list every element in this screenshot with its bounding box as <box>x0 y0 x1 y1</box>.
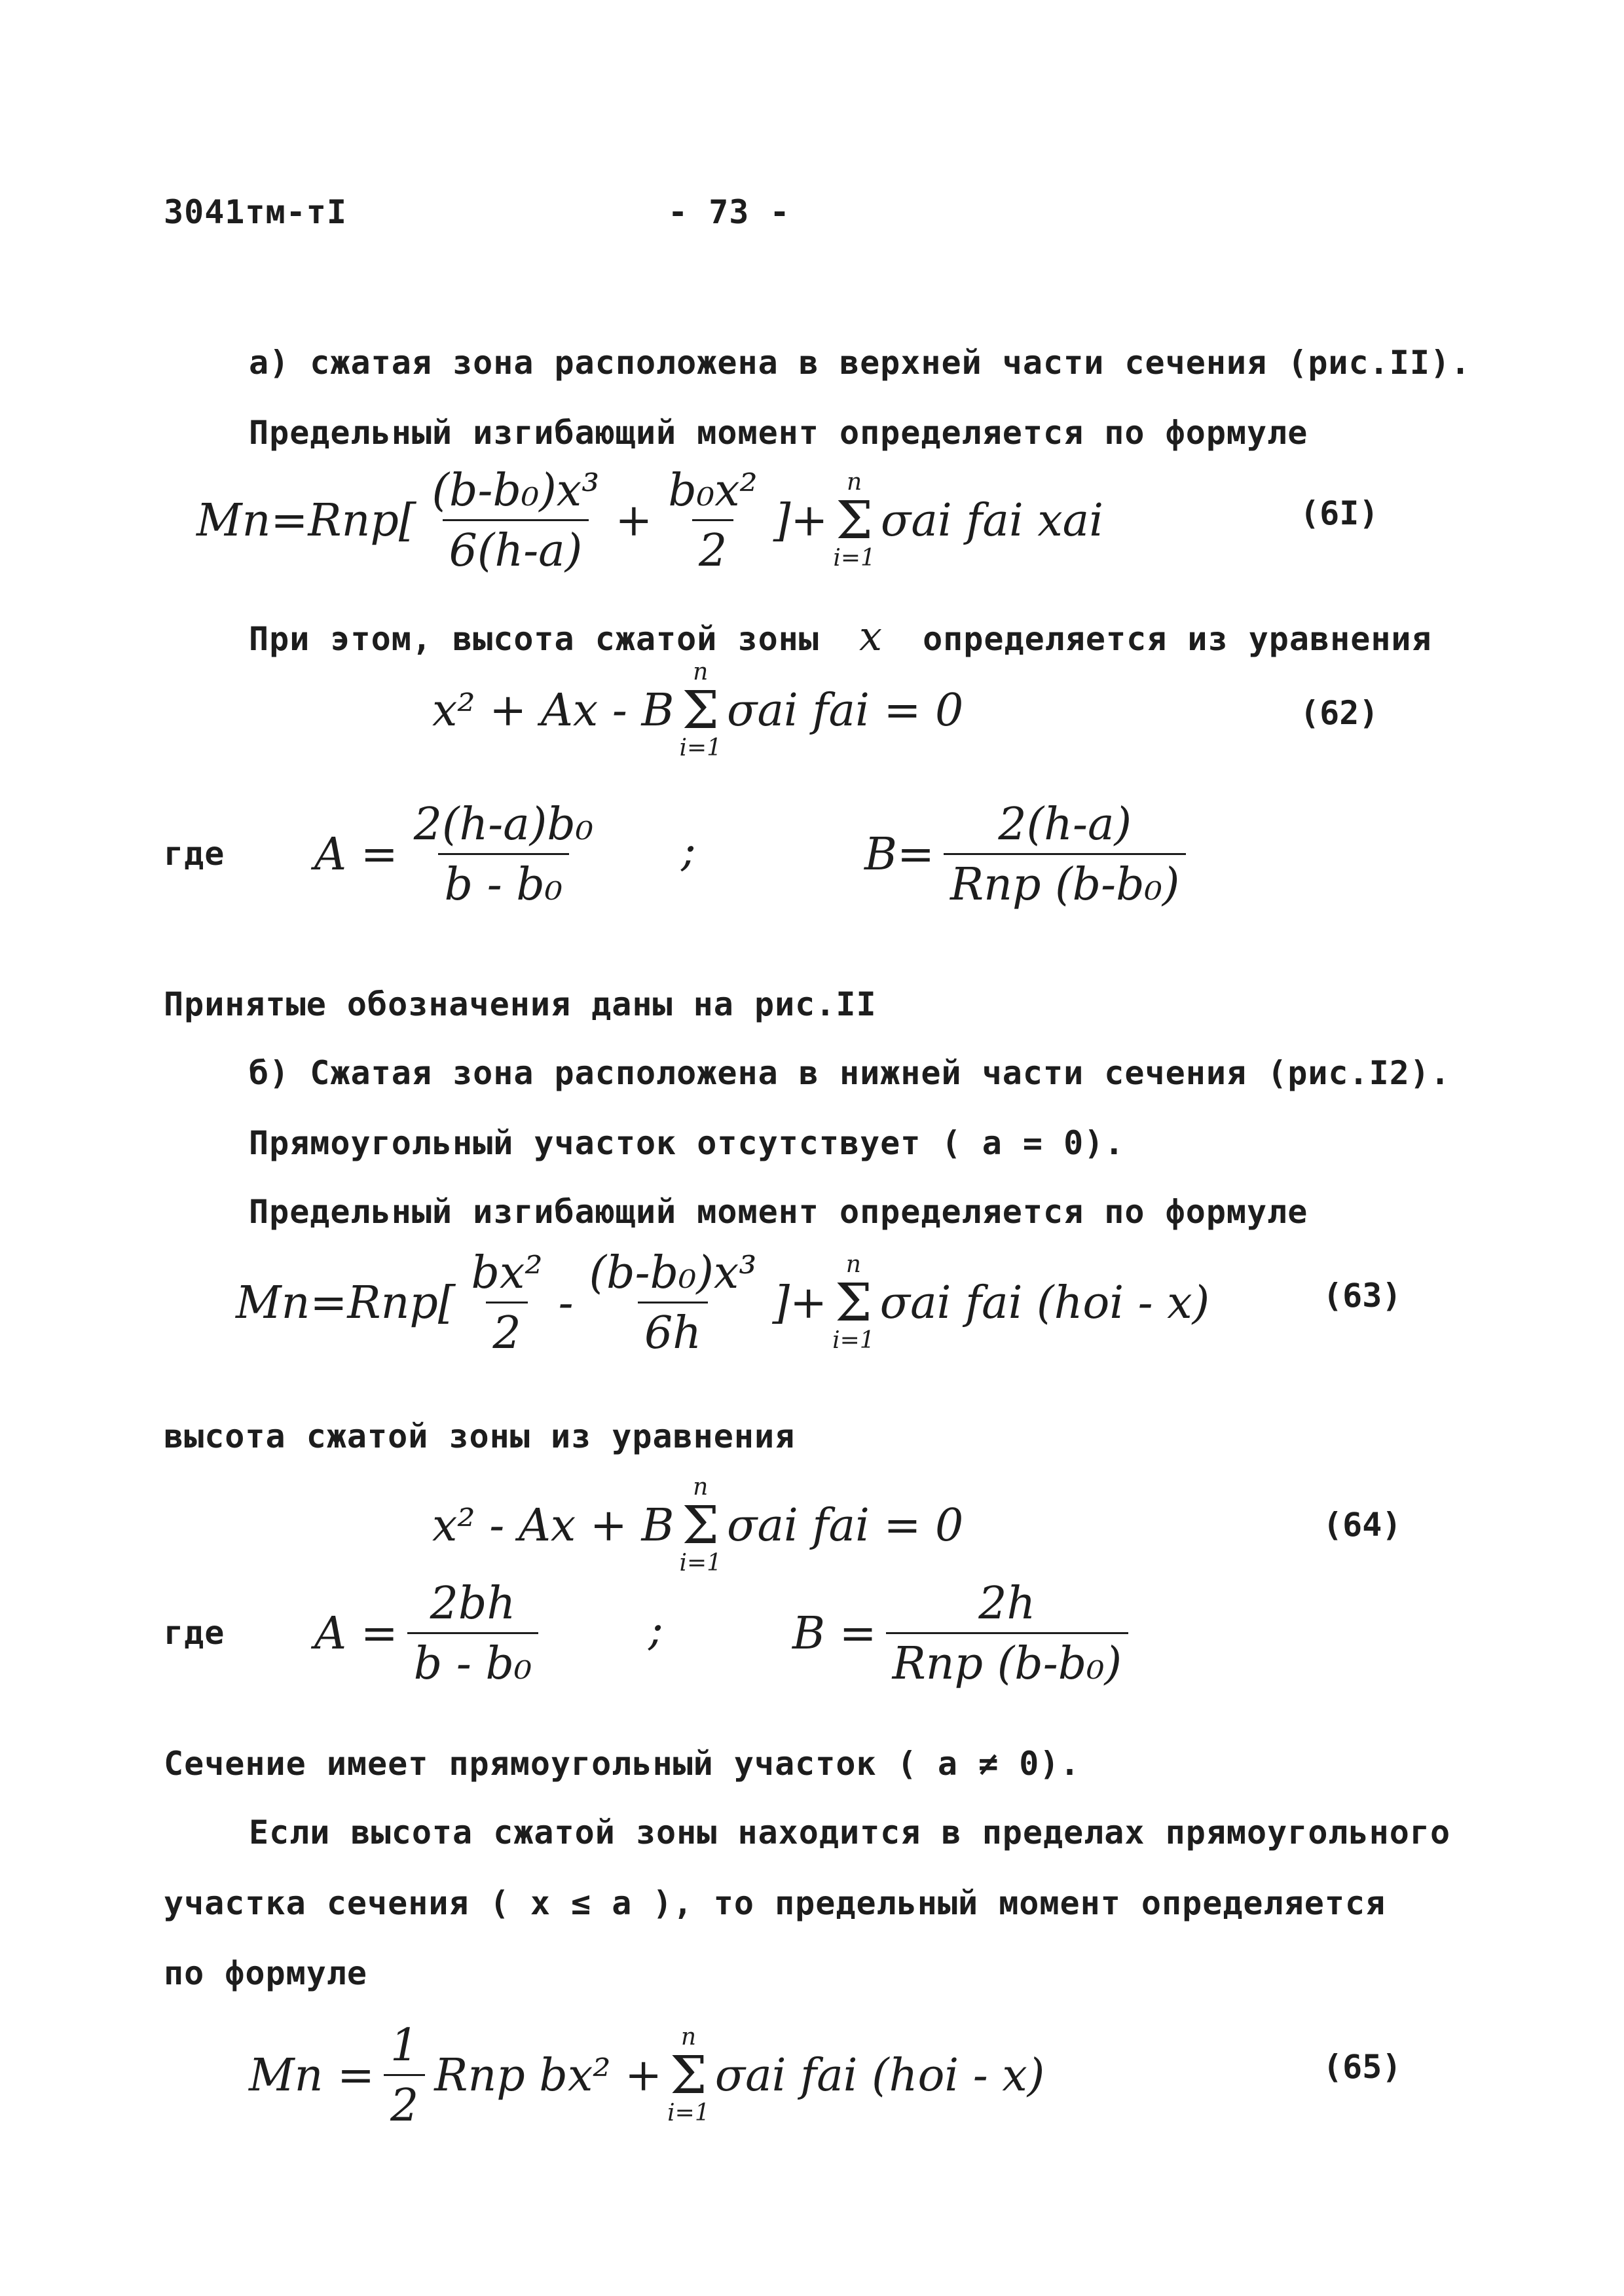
equation-63 <box>236 1237 1209 1368</box>
eq62-A-lhs: A = <box>314 828 398 881</box>
eq62-B-numerator: 2(h-a) <box>998 798 1132 850</box>
eq61-fraction-2 <box>661 465 764 577</box>
sum-upper-limit: n <box>847 469 862 496</box>
eq64-A-denominator: b - b₀ <box>407 1632 539 1690</box>
equation-62 <box>432 655 963 766</box>
paragraph-line-a2: Предельный изгибающий момент определяется по формуле <box>249 414 1308 452</box>
equation-number-64: (64) <box>1323 1506 1402 1544</box>
eq61-tail: ]+ <box>773 494 828 547</box>
document-code: 3041тм-тI <box>164 193 347 231</box>
sum-lower-limit: i=1 <box>679 735 722 761</box>
equation-number-62: (62) <box>1300 694 1379 732</box>
eq62-B-fraction <box>944 799 1187 911</box>
paragraph-height-line: высота сжатой зоны из уравнения <box>164 1417 796 1455</box>
sum-upper-limit: n <box>680 2024 697 2050</box>
eq62-summation <box>679 661 722 760</box>
sigma-symbol: Σ <box>682 1495 720 1556</box>
paragraph-line-b3: Предельный изгибающий момент определяется по формуле <box>249 1193 1308 1231</box>
eq64-summation <box>679 1476 722 1575</box>
paragraph-notation: Принятые обозначения даны на рис.II <box>164 985 877 1023</box>
eq65-summation <box>667 2026 710 2125</box>
sum-upper-limit: n <box>693 659 709 685</box>
eq63-fraction-1 <box>464 1247 549 1359</box>
paragraph-line-a1: а) сжатая зона расположена в верхней части сечения (рис.II). <box>249 344 1471 382</box>
eq62-separator: ; <box>681 825 696 877</box>
eq63-fraction-2-denominator: 6h <box>638 1302 708 1359</box>
equation-61 <box>196 458 1103 583</box>
eq63-minus: - <box>558 1277 574 1329</box>
eq64-B-denominator: Rпр (b-b₀) <box>886 1632 1129 1690</box>
equation-number-63: (63) <box>1323 1277 1402 1315</box>
eq61-fraction-1 <box>425 465 606 577</box>
eq65-half-denominator: 2 <box>384 2074 425 2132</box>
paragraph-line-x-post: определяется из уравнения <box>923 620 1432 658</box>
eq62-lhs: x² + Ax - B <box>432 684 674 737</box>
eq63-lhs: Mп=Rпр[ <box>236 1277 456 1329</box>
eq62-A-fraction <box>407 799 600 911</box>
eq64-B-fraction <box>886 1578 1129 1690</box>
sum-lower-limit: i=1 <box>679 1550 722 1576</box>
paragraph-line-x <box>249 612 1432 660</box>
eq63-summation <box>832 1253 875 1353</box>
eq61-fraction-1-numerator: (b-b₀)x³ <box>432 464 600 517</box>
eq62-B-denominator: Rпр (b-b₀) <box>944 853 1187 911</box>
eq61-fraction-1-denominator: 6(h-a) <box>443 519 589 577</box>
eq65-lhs: Mп = <box>249 2049 375 2102</box>
paragraph-if-line-3: по формуле <box>164 1954 368 1992</box>
sigma-symbol: Σ <box>682 680 720 740</box>
eq61-plus: + <box>615 494 653 547</box>
sum-lower-limit: i=1 <box>833 545 876 572</box>
eq64-body: σai fai = 0 <box>727 1499 964 1552</box>
eq64-A-fraction <box>407 1578 539 1690</box>
eq63-fraction-2 <box>583 1247 764 1359</box>
eq64-lhs: x² - Ax + B <box>432 1499 674 1552</box>
eq64-A-numerator: 2bh <box>430 1577 516 1630</box>
sigma-symbol: Σ <box>670 2045 707 2105</box>
page-number: - 73 - <box>668 193 790 231</box>
eq64-separator: ; <box>648 1604 663 1656</box>
paragraph-line-b2: Прямоугольный участок отсутствует ( a = 0). <box>249 1124 1125 1162</box>
equation-number-61: (6I) <box>1300 494 1379 532</box>
eq65-sum-body: σai fai (hoi - x) <box>714 2049 1045 2102</box>
eq64-B-numerator: 2h <box>978 1577 1036 1630</box>
equation-64 <box>432 1470 963 1581</box>
eq62-body: σai fai = 0 <box>727 684 964 737</box>
eq64-coefficient-A <box>314 1575 547 1692</box>
eq65-half-fraction <box>384 2020 425 2132</box>
where-label-1: где <box>164 835 225 873</box>
eq61-summation <box>833 471 876 570</box>
eq63-sum-body: σai fai (hoi - x) <box>879 1277 1210 1329</box>
sigma-symbol: Σ <box>835 1272 872 1333</box>
sigma-symbol: Σ <box>836 490 873 551</box>
eq63-fraction-2-numerator: (b-b₀)x³ <box>589 1247 757 1299</box>
sum-upper-limit: n <box>845 1251 861 1278</box>
eq61-fraction-2-numerator: b₀x² <box>668 464 758 517</box>
eq62-B-lhs: B= <box>864 828 934 881</box>
eq64-coefficient-B <box>792 1575 1137 1692</box>
equation-65 <box>249 2010 1044 2141</box>
paragraph-line-b1: б) Сжатая зона расположена в нижней части сечения (рис.I2). <box>249 1054 1451 1092</box>
eq65-half-numerator: 1 <box>390 2019 419 2071</box>
sum-lower-limit: i=1 <box>667 2100 710 2126</box>
eq62-A-numerator: 2(h-a)b₀ <box>413 798 594 850</box>
sum-upper-limit: n <box>693 1474 709 1501</box>
where-label-2: где <box>164 1614 225 1652</box>
eq62-coefficient-A <box>314 795 609 913</box>
eq65-middle: Rпр bx² + <box>434 2049 663 2102</box>
eq61-lhs: Mп=Rпр[ <box>196 494 416 547</box>
eq63-fraction-1-denominator: 2 <box>486 1302 527 1359</box>
paragraph-if-line-1: Если высота сжатой зоны находится в пределах прямоугольного <box>249 1813 1451 1851</box>
paragraph-rect-line: Сечение имеет прямоугольный участок ( a ≠ 0). <box>164 1745 1080 1783</box>
equation-number-65: (65) <box>1323 2048 1402 2086</box>
paragraph-line-x-pre: При этом, высота сжатой зоны <box>249 620 819 658</box>
eq64-B-lhs: B = <box>792 1607 877 1660</box>
eq63-fraction-1-numerator: bx² <box>471 1247 543 1299</box>
eq62-A-denominator: b - b₀ <box>438 853 570 911</box>
eq61-sum-body: σai fai xai <box>880 494 1103 547</box>
variable-x: x <box>858 612 883 660</box>
eq63-tail: ]+ <box>772 1277 828 1329</box>
eq62-coefficient-B <box>864 795 1195 913</box>
eq61-fraction-2-denominator: 2 <box>692 519 733 577</box>
paragraph-if-line-2: участка сечения ( x ≤ a ), то предельный момент определяется <box>164 1884 1386 1922</box>
sum-lower-limit: i=1 <box>832 1327 875 1354</box>
eq64-A-lhs: A = <box>314 1607 398 1660</box>
